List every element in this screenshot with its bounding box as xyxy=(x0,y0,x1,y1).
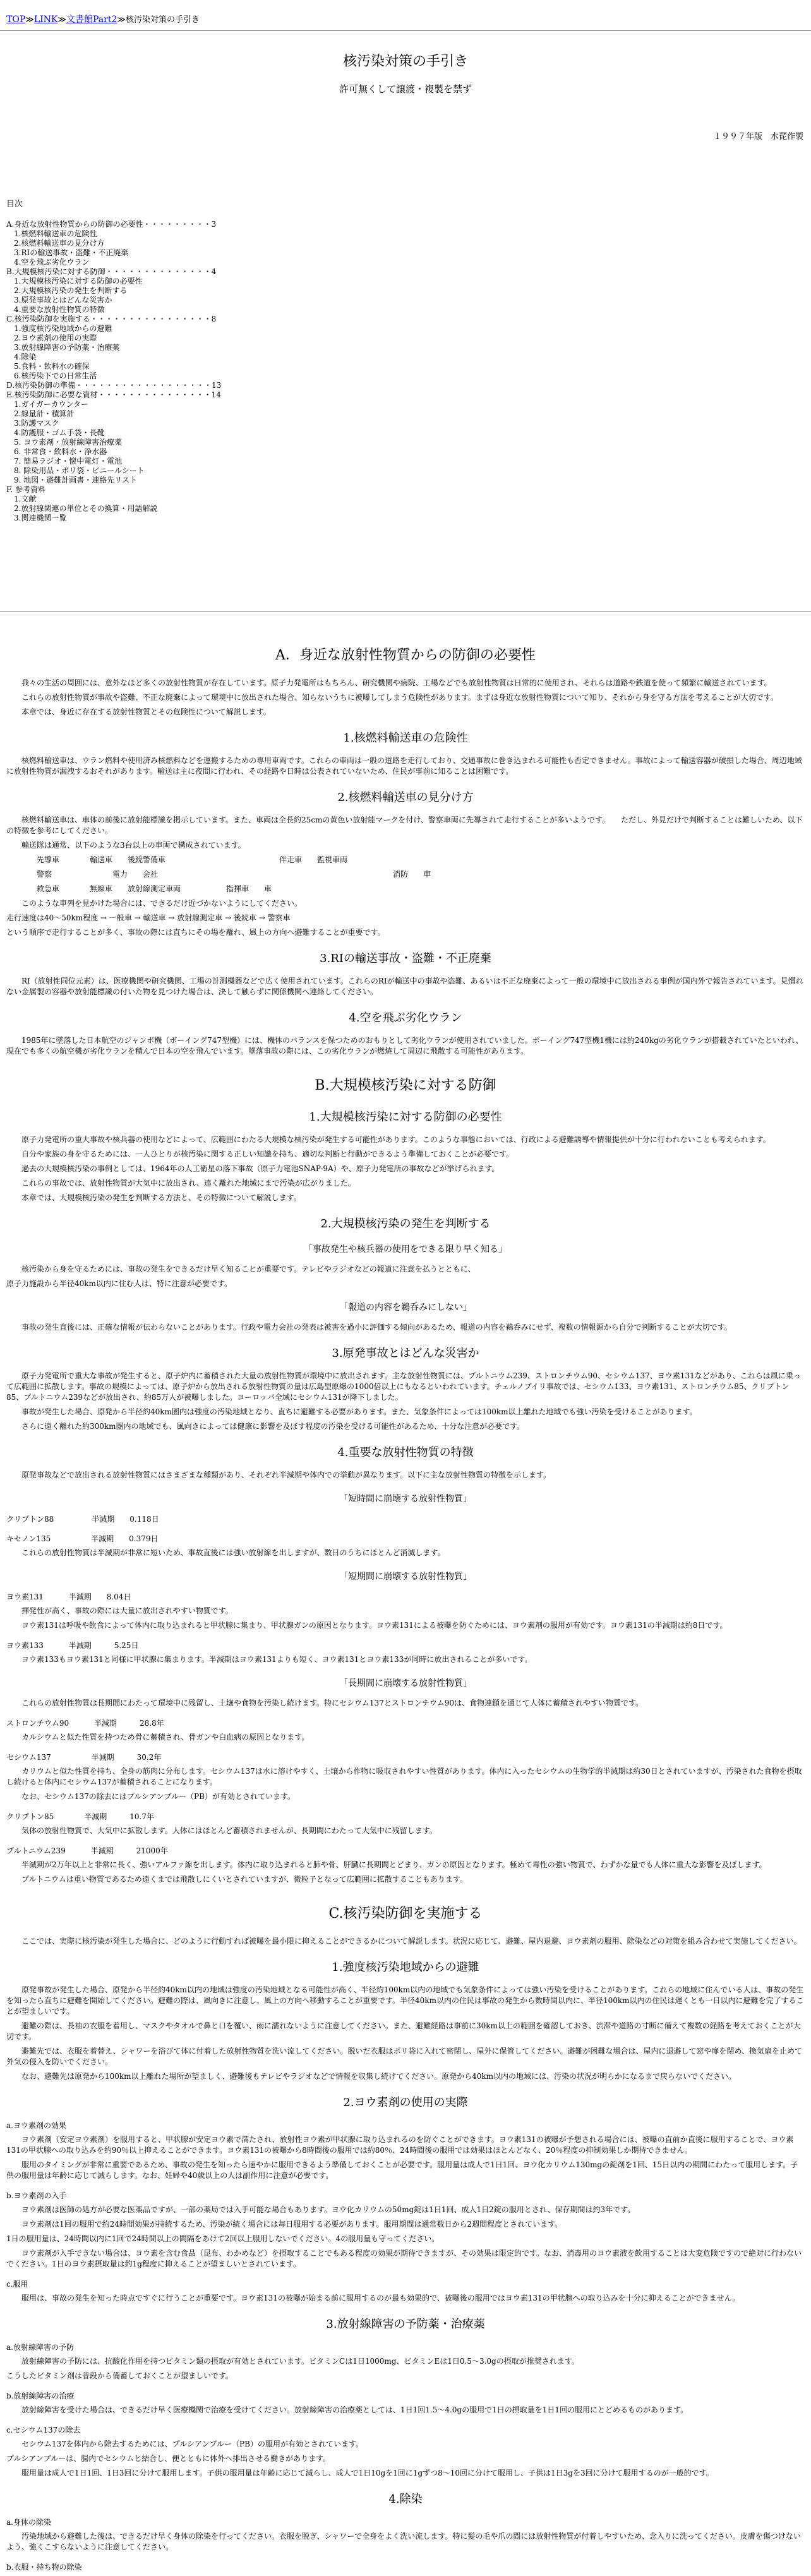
quoted-heading: 「短期間に崩壊する放射性物質」 xyxy=(339,1572,472,1582)
subsection-heading: 3.RIの輸送事故・盗難・不正廃棄 xyxy=(320,952,491,965)
breadcrumb-separator: ≫ xyxy=(25,15,34,25)
toc-item: 1.文献 xyxy=(6,495,37,503)
subsection-heading: 1.大規模核汚染に対する防御の必要性 xyxy=(309,1110,502,1124)
paragraph: なお、避難先は原発から100km以上離れた場所が望ましく、避難後もテレビやラジオなどで情報を収集し続けてください。原発から40km以内の地域には、汚染の状況が明らかになるまで戻らないでください。 xyxy=(6,2072,736,2081)
toc-item: 2.ヨウ素剤の使用の実際 xyxy=(6,334,97,342)
edition-note: １９９７年版 水琵作製 xyxy=(712,132,803,141)
section-heading: A．身近な放射性物質からの防御の必要性 xyxy=(275,647,536,663)
toc-item: 1.大規模核汚染に対する防御の必要性 xyxy=(6,277,143,286)
paragraph: 放射線障害を受けた場合は、できるだけ早く医療機関で治療を受けてください。放射線障害の治療薬としては、1日1回1.5〜4.0gの服用で1日の摂取量を1日1回の服用にとどめるものがあります。 xyxy=(6,2405,688,2414)
item-label: a.放射線障害の予防 xyxy=(6,2343,74,2352)
paragraph: 避難の際は、長袖の衣服を着用し、マスクやタオルで鼻と口を覆い、雨に濡れないように注意してください。また、避難経路は事前に30km以上の範囲を確認しておき、渋滞や道路の寸断に備えて複数の経路を考えておくことが大切です。 xyxy=(6,2021,801,2041)
paragraph: 原発事故が発生した場合、原発から半径約40km以内の地域は強度の汚染地域となる可能性が高く、半径約100km以内の地域でも気象条件によっては強い汚染を受けることがあります。これらの地域に住んでいる人は、事故の発生を知ったら直ちに避難を開始してください。避難の際は、風向きに注意し、風上の方向へ移動することが重要です。半径40km以内の住民は事故の発生から数時間以内に、半径100km以内の住民は遅くとも一日以内に避難を完了することが望ましいです。 xyxy=(6,1985,804,2016)
paragraph: これらの事故では、放射性物質が大気中に放出され、遠く離れた地域にまで汚染が広がりました。 xyxy=(6,1179,356,1188)
item-label: b.衣服・持ち物の除染 xyxy=(6,2563,82,2572)
toc-item: 9. 地図・避難計画書・連絡先リスト xyxy=(6,476,138,485)
item-label: b.ヨウ素剤の入手 xyxy=(6,2191,67,2200)
paragraph: 事故の発生直後には、正確な情報が伝わらないことがあります。行政や電力会社の発表は被害を過小に評価する傾向があるため、報道の内容を鵜呑みにせず、複数の情報源から自分で判断することが大切です。 xyxy=(6,1323,732,1332)
item-label: a.身体の除染 xyxy=(6,2518,51,2527)
paragraph: 走行速度は40〜50km程度 → 一般車 → 輸送車 → 放射線測定車 → 後続車 → 警察車 xyxy=(6,913,291,922)
page-subtitle: 許可無くして譲渡・複製を禁ず xyxy=(339,83,472,95)
toc-item: 2.放射線関連の単位とその換算・用語解説 xyxy=(6,504,158,513)
breadcrumb xyxy=(6,13,200,25)
page-title: 核汚染対策の手引き xyxy=(342,54,468,69)
item-label: ヨウ素133 半減期 5.25日 xyxy=(6,1641,139,1650)
item-label: ストロンチウム90 半減期 28.8年 xyxy=(6,1719,164,1728)
item-label: セシウム137 半減期 30.2年 xyxy=(6,1753,162,1762)
quoted-heading: 「事故発生や核兵器の使用をできる限り早く知る」 xyxy=(304,1244,507,1255)
paragraph: 1日の服用量は、24時間以内に1回で24時間以上の間隔をあけて2回以上服用しないでください。4の服用量も守ってください。 xyxy=(6,2234,440,2243)
toc-item: 3.RIの輸送事故・盗難・不正廃棄 xyxy=(6,248,129,257)
paragraph: 原子力施設から半径40km以内に住む人は、特に注意が必要です。 xyxy=(6,1279,232,1288)
toc-heading: 目次 xyxy=(6,200,23,209)
paragraph: ヨウ素剤（安定ヨウ素剤）を服用すると、甲状腺が安定ヨウ素で満たされ、放射性ヨウ素が甲状腺に取り込まれるのを防ぐことができます。ヨウ素131の被曝が予想される場合には、被曝の直前か直後に服用することで、ヨウ素131の甲状腺への取り込みを約90％以上抑えることができます。ヨウ素131の被曝から8時間後の服用では約80％、24時間後の服用では効果はほとんどなく、20％程度の抑制効果しか期待できません。 xyxy=(6,2135,794,2155)
paragraph: 事故が発生した場合、原発から半径約40km圏内は強度の汚染地域となり、直ちに避難する必要があります。また、気象条件によっては100km以上離れた地域でも強い汚染を受けることがあります。 xyxy=(6,1407,697,1416)
toc-item: C.核汚染防御を実施する・・・・・・・・・・・・・・・・8 xyxy=(6,315,217,323)
paragraph: 我々の生活の周囲には、意外なほど多くの放射性物質が存在しています。原子力発電所はもちろん、研究機関や病院、工場などでも放射性物質は日常的に使用され、それらは道路や鉄道を使って頻繁に輸送されています。 xyxy=(6,678,772,687)
breadcrumb-link-top[interactable]: TOP xyxy=(6,15,26,25)
toc-item: E.核汚染防御に必要な資材・・・・・・・・・・・・・・・14 xyxy=(6,390,221,399)
toc-item: 2.核燃料輸送車の見分け方 xyxy=(6,239,105,248)
paragraph: これらの放射性物質は半減期が非常に短いため、事故直後には強い放射線を出しますが、数日のうちにほとんど消滅します。 xyxy=(6,1548,445,1557)
paragraph: 気体の放射性物質で、大気中に拡散します。人体にはほとんど蓄積されませんが、長期間にわたって大気中に残留します。 xyxy=(6,1826,437,1835)
breadcrumb-link-link[interactable]: LINK xyxy=(33,15,58,25)
item-label: クリプトン85 半減期 10.7年 xyxy=(6,1812,154,1821)
paragraph: 避難先では、衣服を着替え、シャワーを浴びて体に付着した放射性物質を洗い流してください。脱いだ衣服はポリ袋に入れて密閉し、屋外に保管してください。避難が困難な場合は、屋内に退避して窓や扉を閉め、換気扇を止めて外気の侵入を防いでください。 xyxy=(6,2047,803,2066)
subsection-heading: 3.放射線障害の予防薬・治療薬 xyxy=(326,2318,485,2331)
item-label: b.放射線障害の治療 xyxy=(6,2392,75,2400)
item-label: a.ヨウ素剤の効果 xyxy=(6,2121,66,2130)
subsection-heading: 4.除染 xyxy=(388,2493,423,2506)
item-label: プルトニウム239 半減期 21000年 xyxy=(6,1846,168,1855)
toc-item: 8. 除染用品・ポリ袋・ビニールシート xyxy=(6,466,145,475)
toc-item: 4.重要な放射性物質の特徴 xyxy=(6,305,105,314)
paragraph: セシウム137を体内から除去するためには、プルシアンブルー（PB）の服用が有効とされています。 xyxy=(6,2440,363,2448)
paragraph: これらの放射性物質は長期間にわたって環境中に残留し、土壌や食物を汚染し続けます。特にセシウム137とストロンチウム90は、食物連鎖を通じて人体に蓄積されやすい物質です。 xyxy=(6,1699,644,1707)
toc-item: 4.空を飛ぶ劣化ウラン xyxy=(6,258,90,267)
toc-item: 3.放射線障害の予防薬・治療薬 xyxy=(6,343,120,352)
toc-item: 6.核汚染下での日常生活 xyxy=(6,371,97,380)
paragraph: 救急車 無線車 放射線測定車両 指揮車 車 xyxy=(6,884,272,893)
subsection-heading: 1.核燃料輸送車の危険性 xyxy=(343,731,468,745)
paragraph: ヨウ素剤は1回の服用で約24時間効果が持続するため、汚染が続く場合には毎日服用する必要があります。服用期間は通常数日から2週間程度とされています。 xyxy=(6,2220,563,2229)
paragraph: プルシアンブルーは、腸内でセシウムと結合し、便とともに体外へ排出させる働きがあります。 xyxy=(6,2454,331,2463)
subsection-heading: 2.ヨウ素剤の使用の実際 xyxy=(343,2096,468,2109)
toc-item: 1.核燃料輸送車の危険性 xyxy=(6,229,97,238)
subsection-heading: 4.空を飛ぶ劣化ウラン xyxy=(349,1011,462,1025)
toc-item: F. 参考資料 xyxy=(6,485,46,494)
item-label: c.セシウム137の除去 xyxy=(6,2426,81,2435)
toc-item: 7. 簡易ラジオ・懐中電灯・電池 xyxy=(6,457,123,466)
breadcrumb-separator: ≫ xyxy=(57,15,67,25)
paragraph: 本章では、大規模核汚染の発生を判断する方法と、その特徴について解説します。 xyxy=(6,1193,301,1202)
section-heading: C.核汚染防御を実施する xyxy=(328,1906,483,1922)
paragraph: 核汚染から身を守るためには、事故の発生をできるだけ早く知ることが重要です。テレビやラジオなどの報道に注意を払うとともに、 xyxy=(6,1265,476,1273)
paragraph: 原子力発電所で重大な事故が発生すると、原子炉内に蓄積された大量の放射性物質が環境中に放出されます。主な放射性物質には、プルトニウム239、ストロンチウム90、セシウム137、ヨウ素131などがあり、これらは風に乗って広範囲に拡散します。事故の規模によっては、原子炉から放出される放射性物質の量は広島型原爆の1000倍以上にもなるといわれています。チェルノブイリ事故では、セシウム133、ヨウ素131、ストロンチウム85、クリプトン85、プルトニウム239などが放出され、約85万人が被曝しました。ヨーロッパ全域にセシウム131が降下しました。 xyxy=(6,1371,801,1402)
paragraph: ここでは、実際に核汚染が発生した場合に、どのように行動すれば被曝を最小限に抑えることができるかについて解説します。状況に応じて、避難、屋内退避、ヨウ素剤の服用、除染などの対策を組み合わせて実施してください。 xyxy=(6,1937,802,1946)
toc-item: B.大規模核汚染に対する防御・・・・・・・・・・・・・・4 xyxy=(6,267,217,276)
toc-item: 5.食料・飲料水の確保 xyxy=(6,362,90,371)
item-label: キセノン135 半減期 0.379日 xyxy=(6,1534,159,1543)
paragraph: 本章では、身近に存在する放射性物質とその危険性について解説します。 xyxy=(6,707,271,716)
toc-item: 3.防護マスク xyxy=(6,419,59,428)
paragraph: さらに遠く離れた約300km圏内の地域でも、風向きによっては健康に影響を及ぼす程度の汚染を受ける可能性があるため、十分な注意が必要です。 xyxy=(6,1422,525,1431)
paragraph: 服用は、事故の発生を知った時点ですぐに行うことが重要です。ヨウ素131の被曝が始まる前に服用するのが最も効果的で、被曝後の服用ではヨウ素131の甲状腺への取り込みを十分に抑えることができません。 xyxy=(6,2294,740,2302)
paragraph: カルシウムと似た性質を持つため骨に蓄積され、骨ガンや白血病の原因となります。 xyxy=(6,1733,309,1742)
toc-item: 6. 非常食・飲料水・浄水器 xyxy=(6,447,107,456)
toc-item: 1.強度核汚染地域からの避難 xyxy=(6,324,112,333)
paragraph: ヨウ素剤が入手できない場合は、ヨウ素を含む食品（昆布、わかめなど）を摂取することでもある程度の効果が期待できますが、その効果は限定的です。なお、消毒用のヨウ素液を飲用することは大変危険ですので絶対に行わないでください。1日のヨウ素摂取量は約1g程度に抑えることが望ましいとされています。 xyxy=(6,2249,802,2268)
toc-item: 3.関連機関一覧 xyxy=(6,514,67,522)
paragraph: 揮発性が高く、事故の際には大量に放出されやすい物質です。 xyxy=(6,1606,233,1615)
paragraph: 原子力発電所の重大事故や核兵器の使用などによって、広範囲にわたる大規模な核汚染が発生する可能性があります。このような事態においては、行政による避難誘導や情報提供が十分に行われないことも考えられます。 xyxy=(6,1135,771,1144)
paragraph: 過去の大規模核汚染の事例としては、1964年の人工衛星の落下事故（原子力電池SNAP-9A）や、原子力発電所の事故などが挙げられます。 xyxy=(6,1164,500,1173)
breadcrumb-current: ≫核汚染対策の手引き xyxy=(117,15,200,25)
subsection-heading: 3.原発事故とはどんな災害か xyxy=(332,1347,479,1360)
section-heading: B.大規模核汚染に対する防御 xyxy=(315,1078,496,1093)
subsection-heading: 1.強度核汚染地域からの避難 xyxy=(332,1961,479,1974)
toc-item: D.核汚染防御の準備・・・・・・・・・・・・・・・・・・13 xyxy=(6,381,222,390)
paragraph: 原発事故などで放出される放射性物質にはさまざまな種類があり、それぞれ半減期や体内での挙動が異なります。以下に主な放射性物質の特徴を示します。 xyxy=(6,1471,551,1479)
toc-item: 2.線量計・積算計 xyxy=(6,409,75,418)
breadcrumb-link-archive[interactable]: 文書館Part2 xyxy=(66,15,117,25)
paragraph: 放射線障害の予防には、抗酸化作用を持つビタミン類の摂取が有効とされています。ビタミンCは1日1000mg、ビタミンEは1日0.5〜3.0gの摂取が推奨されます。 xyxy=(6,2357,579,2366)
toc-item: 1.ガイガーカウンター xyxy=(6,400,89,409)
top-divider xyxy=(0,30,811,31)
paragraph: 1985年に墜落した日本航空のジャンボ機（ボーイング747型機）には、機体のバランスを保つためのおもりとして劣化ウランが使用されていました。ボーイング747型機1機には約240kgの劣化ウランが搭載されていたといわれ、現在でも多くの航空機が劣化ウランを積んで日本の空を飛んでいます。墜落事故の際には、この劣化ウランが燃焼して周辺に飛散する可能性があります。 xyxy=(6,1036,803,1056)
paragraph: ヨウ素剤は医師の処方が必要な医薬品ですが、一部の薬局では入手可能な場合もあります。ヨウ化カリウムの50mg錠は1日1回、成人1日2錠の服用とされ、保存期間は約3年です。 xyxy=(6,2205,635,2214)
paragraph: カリウムと似た性質を持ち、全身の筋肉に分布します。セシウム137は水に溶けやすく、土壌から作物に吸収されやすい性質があります。体内に入ったセシウムの生物学的半減期は約30日とされていますが、汚染された食物を摂取し続けると体内にセシウム137が蓄積されることになります。 xyxy=(6,1767,802,1786)
paragraph: 自分や家族の身を守るためには、一人ひとりが核汚染に関する正しい知識を持ち、適切な判断と行動ができるよう準備しておくことが必要です。 xyxy=(6,1150,514,1159)
paragraph: 服用量は成人で1日1回、1日3回に分けて服用します。子供の服用量は年齢に応じて減らし、成人で1日10gを1回に1gずつ8〜10回に分けて服用し、子供は1日3gを3回に分けて服用するのが一般的です。 xyxy=(6,2469,714,2477)
paragraph: 輸送隊は通常、以下のような3台以上の車両で構成されています。 xyxy=(6,841,246,850)
paragraph: RI（放射性同位元素）は、医療機関や研究機関、工場の計測機器などで広く使用されています。これらのRIが輸送中の事故や盗難、あるいは不正な廃棄によって一般の環境中に放出される事例が国内外で報告されています。見慣れない金属製の容器や放射能標識の付いた物を見つけた場合は、決して触らずに関係機関へ連絡してください。 xyxy=(6,977,803,996)
paragraph: こうしたビタミン剤は普段から備蓄しておくことが望ましいです。 xyxy=(6,2371,234,2380)
paragraph: これらの放射性物質が事故や盗難、不正な廃棄によって環境中に放出された場合、知らないうちに被曝してしまう危険性があります。まずは身近な放射性物質について知り、それから身を守る方法を考えることが大切です。 xyxy=(6,693,778,702)
toc-item: A.身近な放射性物質からの防御の必要性・・・・・・・・・3 xyxy=(6,220,217,229)
paragraph: 核燃料輸送車は、車体の前後に放射能標識を掲示しています。また、車両は全長約25cmの黄色い放射能マークを付け、警察車両に先導されて走行することが多いようです。 ただし、外見だけで判断することは難しいため、以下の特徴を参考にしてください。 xyxy=(6,816,803,835)
paragraph: このような車列を見かけた場合には、できるだけ近づかないようにしてください。 xyxy=(6,899,303,908)
paragraph: という順序で走行することが多く、事故の際には直ちにその場を離れ、風上の方向へ避難することが重要です。 xyxy=(6,928,385,937)
toc-item: 4.除染 xyxy=(6,352,37,361)
paragraph: 先導車 輸送車 後続警備車 伴走車 監視車両 xyxy=(6,855,348,864)
paragraph: 核燃料輸送車は、ウラン燃料や使用済み核燃料などを運搬するための専用車両です。これらの車両は一般の道路を走行しており、交通事故に巻き込まれる可能性も否定できません。事故によって輸送容器が破損した場合、周辺地域に放射性物質が漏洩するおそれがあります。輸送は主に夜間に行われ、その経路や日時は公表されていないため、住民が事前に知ることは困難です。 xyxy=(6,756,802,776)
paragraph: なお、セシウム137の除去にはプルシアンブルー（PB）が有効とされています。 xyxy=(6,1792,295,1801)
quoted-heading: 「長期間に崩壊する放射性物質」 xyxy=(339,1678,472,1688)
toc-item: 4.防護服・ゴム手袋・長靴 xyxy=(6,428,105,437)
paragraph: ヨウ素133もヨウ素131と同様に甲状腺に集まります。半減期はヨウ素131よりも短く、ヨウ素131とヨウ素133が同時に放出されることが多いです。 xyxy=(6,1655,532,1664)
item-label: c.服用 xyxy=(6,2280,28,2289)
paragraph: 服用のタイミングが非常に重要であるため、事故の発生を知ったら速やかに服用できるよう準備しておくことが必要です。服用量は成人で1日1回、ヨウ化カリウム130mgの錠剤を1回、15日以内の期間にわたって服用します。子供の服用量は年齢に応じて減らします。なお、妊婦や40歳以上の人は副作用に注意が必要です。 xyxy=(6,2160,798,2180)
toc-item: 5. ヨウ素剤・放射線障害治療薬 xyxy=(6,438,123,447)
subsection-heading: 4.重要な放射性物質の特徴 xyxy=(337,1446,474,1459)
toc-divider xyxy=(0,611,811,612)
paragraph: 汚染地域から避難した後は、できるだけ早く身体の除染を行ってください。衣服を脱ぎ、シャワーで全身をよく洗い流します。特に髪の毛や爪の間には放射性物質が付着しやすいため、念入りに洗ってください。皮膚を傷つけないよう、強くこすらないように注意してください。 xyxy=(6,2532,801,2551)
paragraph: 半減期が2万年以上と非常に長く、強いアルファ線を出します。体内に取り込まれると肺や骨、肝臓に長期間とどまり、ガンの原因となります。極めて毒性の強い物質で、わずかな量でも人体に重大な影響を及ぼします。 xyxy=(6,1860,767,1869)
subsection-heading: 2.核燃料輸送車の見分け方 xyxy=(337,791,474,804)
paragraph: ヨウ素131は呼吸や飲食によって体内に取り込まれると甲状腺に集まり、甲状腺ガンの原因となります。ヨウ素131による被曝を防ぐためには、ヨウ素剤の服用が有効です。ヨウ素131の半減期は約8日です。 xyxy=(6,1621,728,1630)
item-label: ヨウ素131 半減期 8.04日 xyxy=(6,1592,131,1601)
paragraph: 警察 電力 会社 消防 車 xyxy=(6,870,431,879)
paragraph: プルトニウムは重い物質であるため遠くまでは飛散しにくいとされていますが、微粒子となって広範囲に拡散することもあります。 xyxy=(6,1875,467,1884)
toc-item: 3.原発事故とはどんな災害か xyxy=(6,296,112,304)
quoted-heading: 「報道の内容を鵜呑みにしない」 xyxy=(339,1303,472,1313)
document-body xyxy=(6,644,805,2576)
subsection-heading: 2.大規模核汚染の発生を判断する xyxy=(320,1217,491,1231)
table-of-contents xyxy=(6,220,221,523)
item-label: クリプトン88 半減期 0.118日 xyxy=(6,1515,159,1524)
quoted-heading: 「短時間に崩壊する放射性物質」 xyxy=(339,1494,472,1504)
toc-item: 2.大規模核汚染の発生を判断する xyxy=(6,286,128,295)
